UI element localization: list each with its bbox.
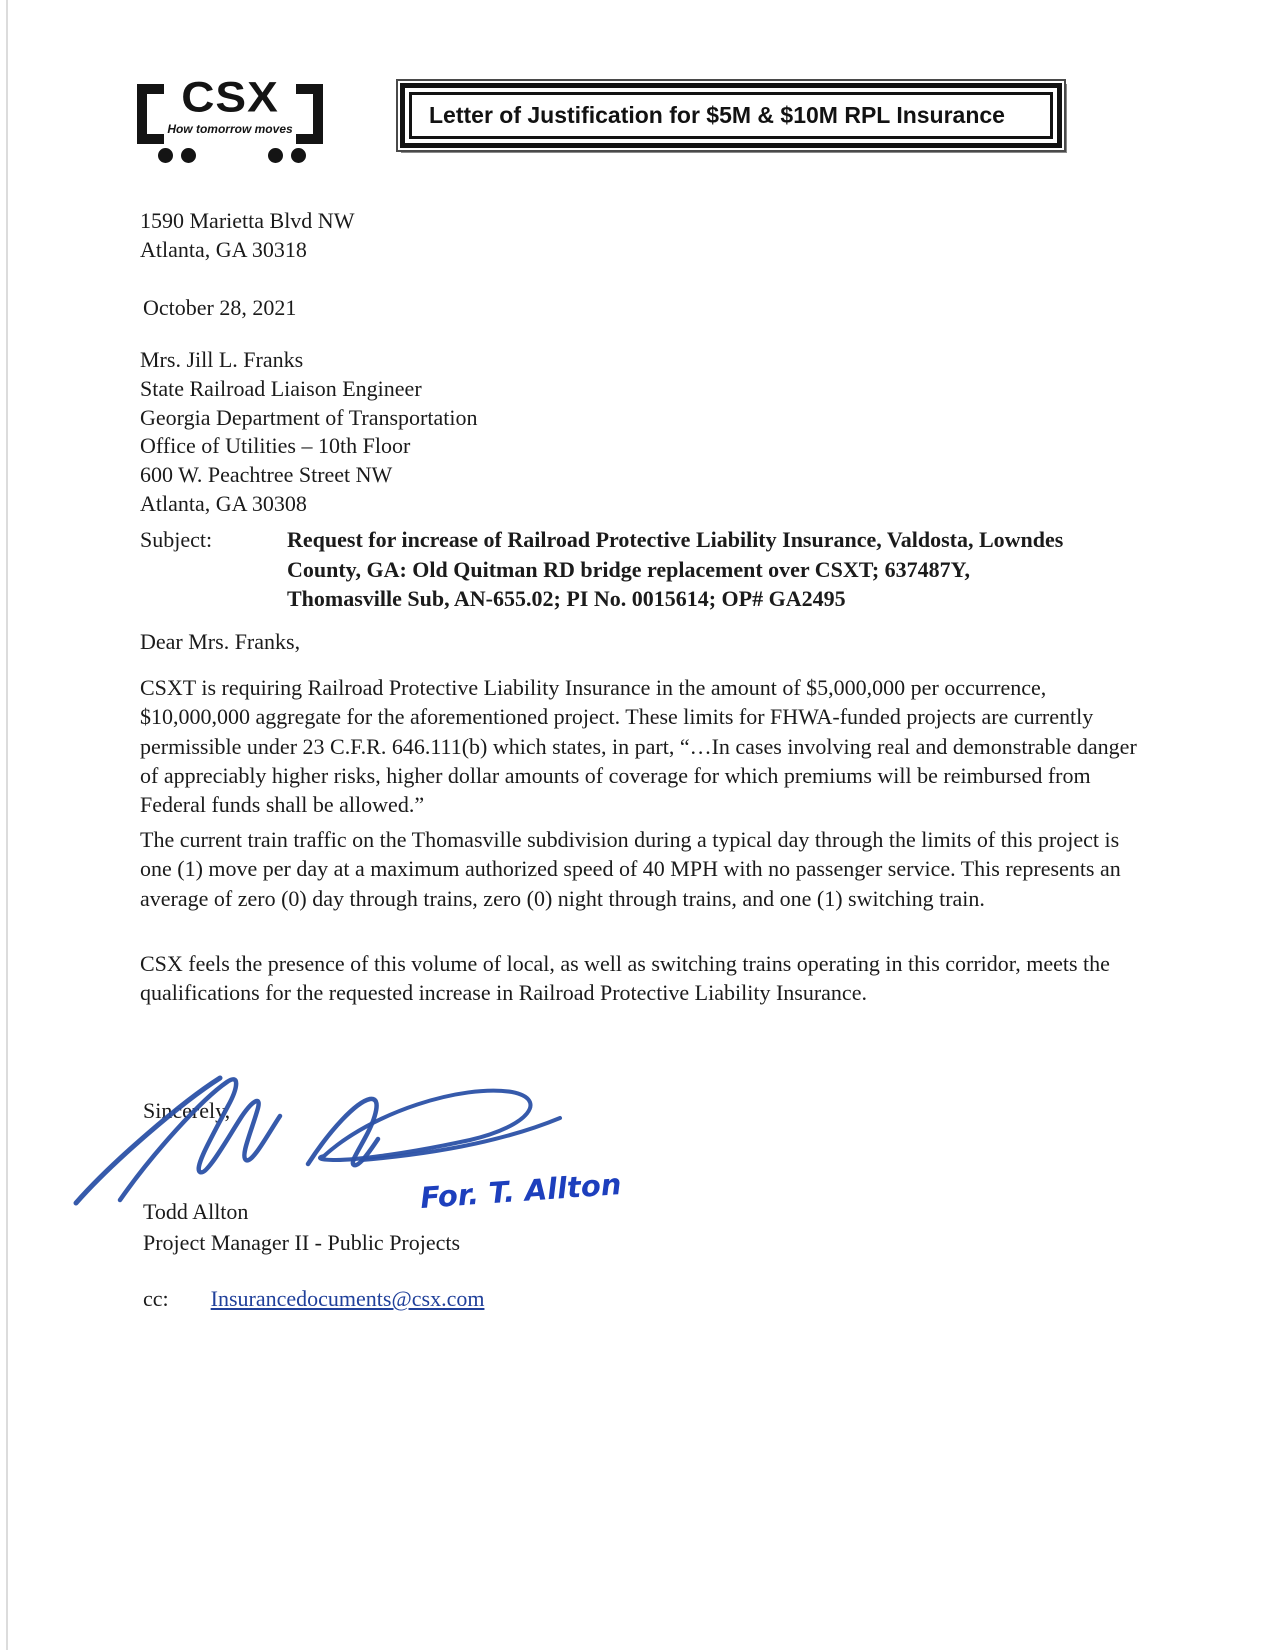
date-line: October 28, 2021 — [143, 295, 297, 320]
subject-label: Subject: — [140, 527, 213, 552]
header-title: Letter of Justification for $5M & $10M RPL Insurance — [429, 102, 1005, 128]
logo-tagline: How tomorrow moves — [167, 122, 293, 136]
header-title-box — [400, 83, 1062, 148]
body-paragraph: CSX feels the presence of this volume of local, as well as switching trains operating in this corridor, meets the qualifications for the requested increase in Railroad Protective Liability Insurance. — [140, 951, 1110, 1006]
logo-wheel-dot-icon — [291, 148, 306, 163]
subject-text: Request for increase of Railroad Protective Liability Insurance, Valdosta, Lowndes County, GA: Old Quitman RD bridge replacement over CSXT; 637487Y, Thomasville Sub, AN-655.02; PI No. 0015614; OP# GA2495 — [287, 527, 1064, 611]
recipient-address — [140, 346, 477, 519]
signature-annotation: For. T. Allton — [419, 1167, 623, 1215]
csx-logo — [137, 73, 323, 171]
signer-name: Todd Allton — [143, 1199, 249, 1224]
recipient-line: Atlanta, GA 30308 — [140, 490, 307, 516]
logo-brand-text: CSX — [181, 73, 279, 121]
sender-address-line: 1590 Marietta Blvd NW — [140, 208, 355, 233]
recipient-line: Georgia Department of Transportation — [140, 404, 478, 430]
cc-row — [143, 1284, 484, 1313]
logo-wheel-dot-icon — [158, 148, 173, 163]
body-paragraph: The current train traffic on the Thomasville subdivision during a typical day through the limits of this project is one (1) move per day at a maximum authorized speed of 40 MPH with no passenger service. This represents an average of zero (0) day through trains, zero (0) night through trains, and one (1) switching train. — [140, 827, 1121, 911]
scan-edge-artifact — [6, 0, 8, 1650]
recipient-line: State Railroad Liaison Engineer — [140, 375, 422, 401]
logo-wheel-dot-icon — [181, 148, 196, 163]
recipient-line: Office of Utilities – 10th Floor — [140, 433, 411, 459]
sender-address-line: Atlanta, GA 30318 — [140, 237, 307, 262]
salutation: Dear Mrs. Franks, — [140, 629, 301, 654]
closing-sincerely: Sincerely, — [143, 1098, 231, 1123]
cc-label: cc: — [143, 1286, 169, 1311]
recipient-line: 600 W. Peachtree Street NW — [140, 462, 393, 488]
sender-address — [140, 206, 354, 264]
signer-title: Project Manager II - Public Projects — [143, 1230, 461, 1255]
cc-email-link[interactable]: Insurancedocuments@csx.com — [210, 1286, 485, 1311]
logo-wheel-dot-icon — [268, 148, 283, 163]
recipient-line: Mrs. Jill L. Franks — [140, 347, 304, 372]
body-paragraph: CSXT is requiring Railroad Protective Liability Insurance in the amount of $5,000,000 per occurrence, $10,000,000 aggregate for the aforementioned project. These limits for FHWA-funded projects are currently permissible under 23 C.F.R. 646.111(b) which states, in part, “…In cases involving real and demonstrable danger of appreciably higher risks, higher dollar amounts of coverage for which premiums will be reimbursed from Federal funds shall be allowed.” — [140, 675, 1137, 818]
